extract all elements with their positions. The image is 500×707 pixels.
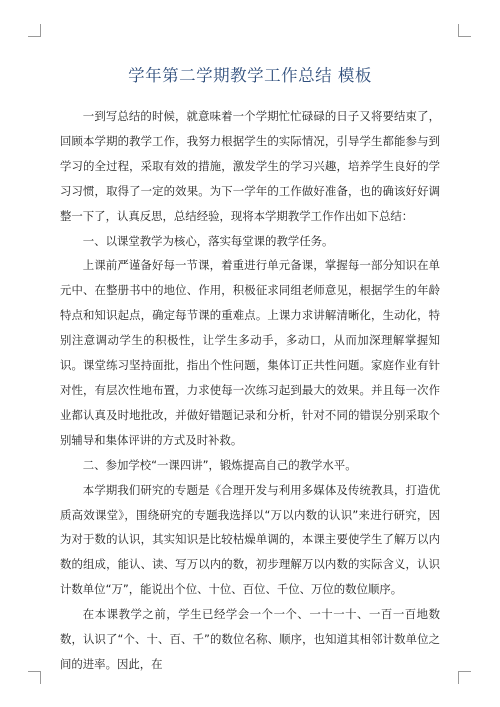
corner-mark-bottom-left — [28, 671, 41, 684]
corner-mark-top-right — [458, 24, 471, 37]
paragraph-section-2: 本学期我们研究的专题是《合理开发与利用多媒体及传统教具，打造优质高效课堂》，围绕研究的专题我选择以“万以内数的认识”来进行研究，因为对于数的认识，其实知识是比较枯燥单调的，本课主要使学生了解万以内数的组成，能认、读、写万以内的数，初步理解万以内数的实际含义，认识计数单位“万”，能说出个位、十位、百位、千位、万位的数位顺序。 — [60, 482, 440, 597]
corner-mark-bottom-right — [458, 671, 471, 684]
paragraph-section-1: 上课前严谨备好每一节课，着重进行单元备课，掌握每一部分知识在单元中、在整册书中的地位、作用，积极征求同组老师意见，根据学生的年龄特点和知识起点，确定每节课的重难点。上课力求讲解清晰化，生动化，特别注意调动学生的积极性，让学生多动手，多动口，从而加深理解掌握知识。课堂练习坚持面批，指出个性问题，集体订正共性问题。家庭作业有针对性，有层次性地布置，力求使每一次练习起到最大的效果。并且每一次作业都认真及时地批改，并做好错题记录和分析，针对不同的错误分别采取个别辅导和集体评讲的方式及时补救。 — [60, 258, 440, 447]
document-title: 学年第二学期教学工作总结 模板 — [128, 66, 372, 85]
document-body — [60, 104, 440, 677]
section-heading-1: 一、以课堂教学为核心，落实每堂课的教学任务。 — [82, 233, 334, 248]
paragraph-intro: 一到写总结的时候，就意味着一个学期忙忙碌碌的日子又将要结束了，回顾本学期的教学工作，我努力根据学生的实际情况，引导学生都能参与到学习的全过程，采取有效的措施，激发学生的学习兴趣，培养学生良好的学习习惯，取得了一定的效果。为下一学年的工作做好准备，也的确该好好调整一下了，认真反思，总结经验，现将本学期教学工作作出如下总结： — [60, 109, 440, 223]
section-heading-2: 二、参加学校“一课四讲”，锻炼提高自己的教学水平。 — [82, 457, 357, 472]
corner-mark-top-left — [28, 24, 41, 37]
paragraph-section-2-cont: 在本课教学之前，学生已经学会一个一个、一十一十、一百一百地数数，认识了“个、十、百、千”的数位名称、顺序，也知道其相邻计数单位之间的进率。因此，在 — [60, 607, 440, 671]
